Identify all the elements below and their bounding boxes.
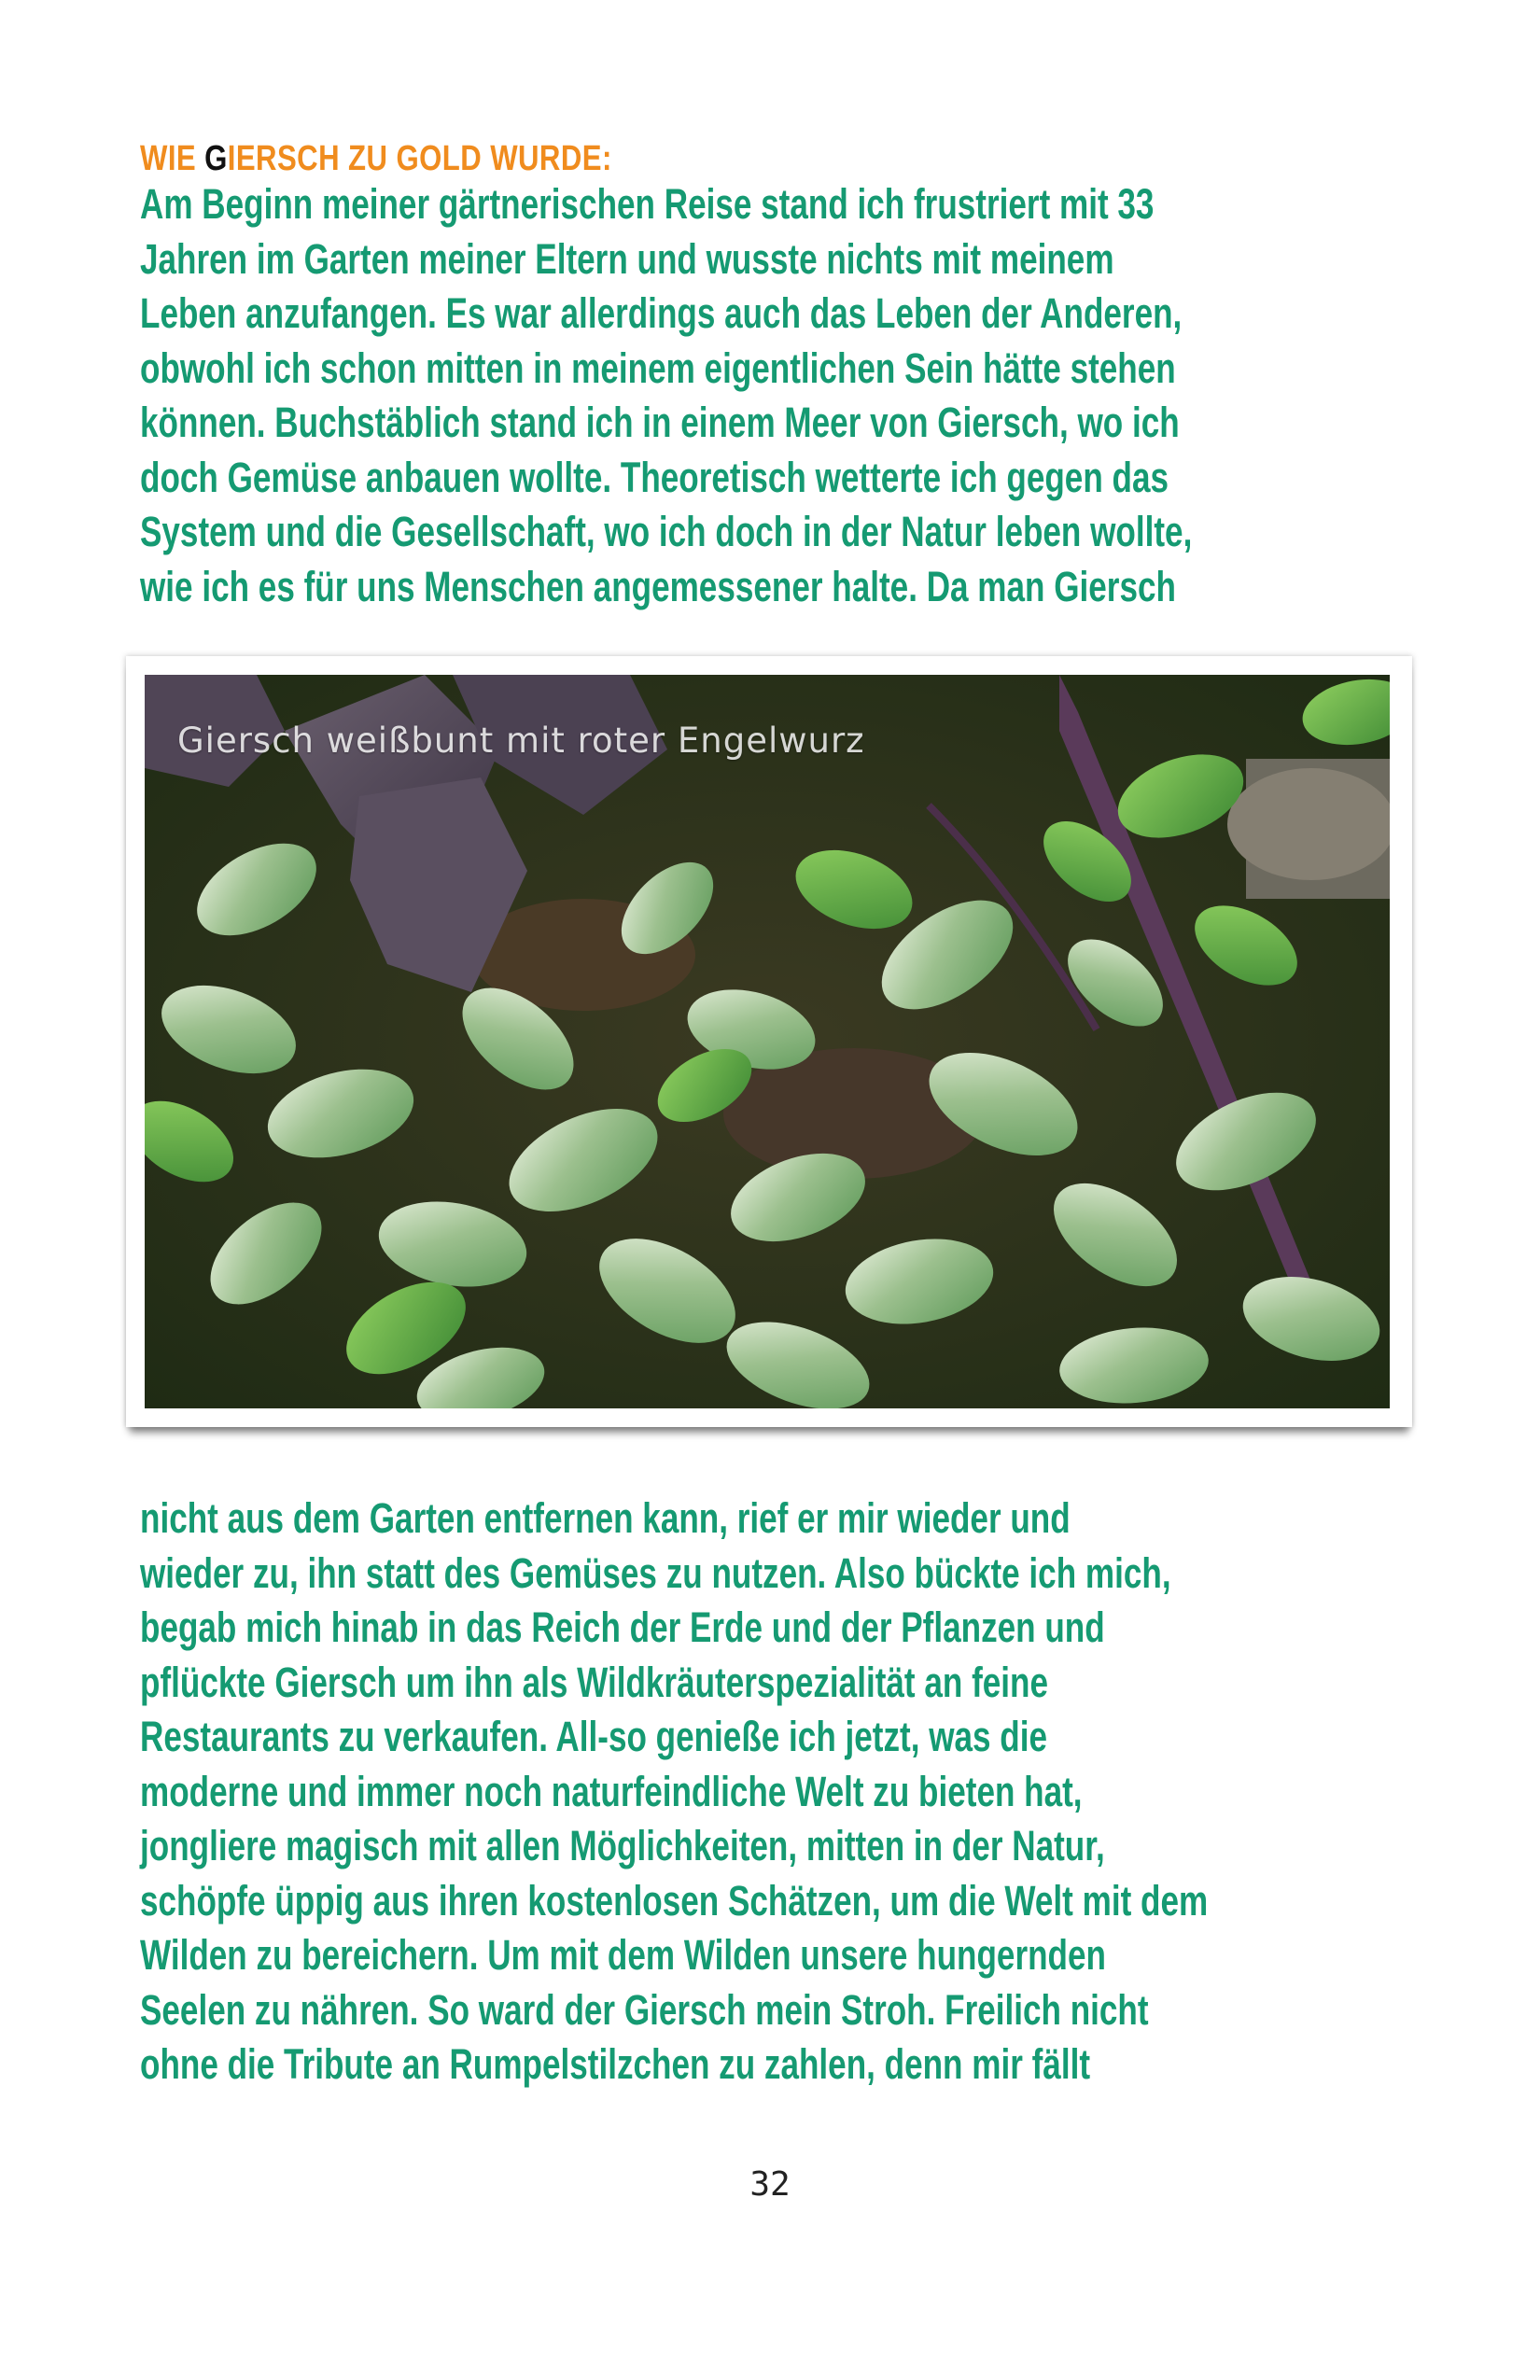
text-line: Jahren im Garten meiner Eltern und wusste nichts mit meinem <box>140 234 1114 283</box>
text-line: Leben anzufangen. Es war allerdings auch das Leben der Anderen, <box>140 289 1183 337</box>
heading-highlight-letter: G <box>204 139 228 178</box>
text-line: nicht aus dem Garten entfernen kann, rief er mir wieder und <box>140 1494 1071 1542</box>
text-line: Wilden zu bereichern. Um mit dem Wilden unsere hungernden <box>140 1931 1106 1979</box>
text-line: moderne und immer noch naturfeindliche Welt zu bieten hat, <box>140 1767 1083 1815</box>
heading-rest: IERSCH ZU GOLD WURDE: <box>227 139 612 178</box>
text-line: doch Gemüse anbauen wollte. Theoretisch wetterte ich gegen das <box>140 453 1169 501</box>
text-line: Seelen zu nähren. So ward der Giersch mein Stroh. Freilich nicht <box>140 1985 1149 2034</box>
text-line: Am Beginn meiner gärtnerischen Reise stand ich frustriert mit 33 <box>140 180 1155 228</box>
text-line: System und die Gesellschaft, wo ich doch in der Natur leben wollte, <box>140 508 1193 555</box>
text-line: ohne die Tribute an Rumpelstilzchen zu zahlen, denn mir fällt <box>140 2040 1091 2088</box>
text-line: können. Buchstäblich stand ich in einem Meer von Giersch, wo ich <box>140 399 1180 446</box>
page-number: 32 <box>749 2165 791 2204</box>
text-line: schöpfe üppig aus ihren kostenlosen Schätzen, um die Welt mit dem <box>140 1876 1209 1925</box>
photo-caption: Giersch weißbunt mit roter Engelwurz <box>177 721 865 761</box>
heading-prefix: WIE <box>140 139 205 178</box>
text-line: Restaurants zu verkaufen. All-so genieße ich jetzt, was die <box>140 1713 1048 1760</box>
paragraph-2 <box>140 1491 1208 2093</box>
chapter-heading <box>140 138 612 179</box>
text-line: wie ich es für uns Menschen angemessener halte. Da man Giersch <box>140 562 1176 610</box>
text-line: begab mich hinab in das Reich der Erde und der Pflanzen und <box>140 1603 1105 1651</box>
paragraph-1 <box>140 177 1192 614</box>
text-line: obwohl ich schon mitten in meinem eigentlichen Sein hätte stehen <box>140 343 1176 392</box>
text-line: jongliere magisch mit allen Möglichkeiten, mitten in der Natur, <box>140 1822 1105 1869</box>
photo-frame <box>126 656 1412 1427</box>
text-line: wieder zu, ihn statt des Gemüses zu nutzen. Also bückte ich mich, <box>140 1548 1171 1597</box>
text-line: pflückte Giersch um ihn als Wildkräuterspezialität an feine <box>140 1658 1049 1706</box>
ground-elder-photo <box>145 675 1390 1408</box>
